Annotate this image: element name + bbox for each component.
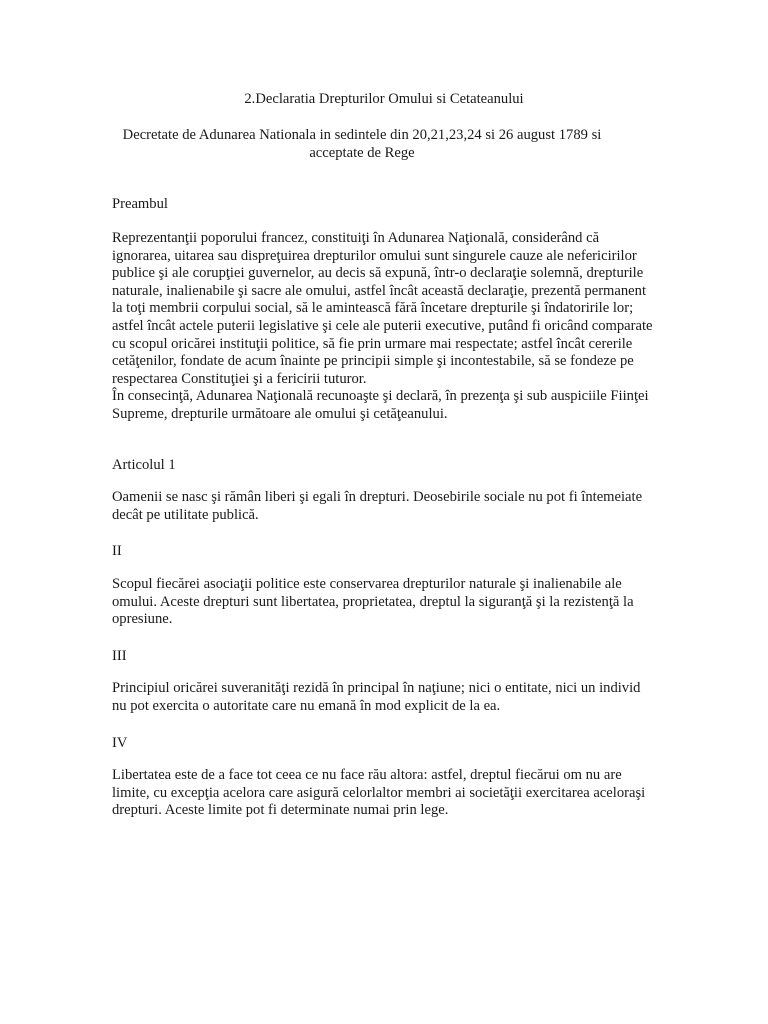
preamble-body — [112, 230, 657, 424]
document-title: 2.Declaratia Drepturilor Omului si Cetateanului — [244, 91, 524, 107]
preamble-paragraph-1: Reprezentanţii poporului francez, constituiţi în Adunarea Naţională, considerând că ignorarea, uitarea sau dispreţuirea drepturilor omului sunt singurele cauze ale nefericirilor publice şi ale corupţiei guvernelor, au decis să expună, într-o declaraţie solemnă, drepturile naturale, inalienabile şi sacre ale omului, astfel încât această declaraţie, prezentă permanent la toţi membrii corpului social, să le amintească fără încetare drepturile şi îndatoririle lor; astfel încât actele puterii legislative şi cele ale puterii executive, putând fi oricând comparate cu scopul oricărei instituţii politice, să fie prin urmare mai respectate; astfel încât cererile cetăţenilor, fondate de acum înainte pe principii simple şi incontestabile, să se fondeze pe respectarea Constituţiei şi a fericirii tuturor. — [112, 230, 653, 387]
article-4-heading: IV — [112, 735, 128, 751]
article-4-text: Libertatea este de a face tot ceea ce nu face rău altora: astfel, dreptul fiecărui om nu are limite, cu excepţia acelora care asigură celorlaltor membri ai societăţii exercitarea aceloraşi drepturi. Aceste limite pot fi determinate numai prin lege. — [112, 767, 646, 819]
article-2-heading: II — [112, 543, 122, 559]
preamble-heading: Preambul — [112, 196, 168, 212]
document-subtitle — [112, 126, 612, 162]
article-1-heading: Articolul 1 — [112, 457, 176, 473]
subtitle-line-2: acceptate de Rege — [309, 145, 415, 161]
article-3-text: Principiul oricărei suveranităţi rezidă în principal în naţiune; nici o entitate, nici un individ nu pot exercita o autoritate care nu emană în mod explicit de la ea. — [112, 680, 641, 714]
article-2-text: Scopul fiecărei asociaţii politice este conservarea drepturilor naturale şi inalienabile ale omului. Aceste drepturi sunt libertatea, proprietatea, dreptul la siguranţă şi la rezistenţă la opresiune. — [112, 576, 634, 628]
subtitle-line-1: Decretate de Adunarea Nationala in sedintele din 20,21,23,24 si 26 august 1789 si — [122, 127, 602, 143]
article-3-heading: III — [112, 648, 127, 664]
preamble-paragraph-2: În consecinţă, Adunarea Naţională recunoaşte şi declară, în prezenţa şi sub auspiciile Fiinţei Supreme, drepturile următoare ale omului şi cetăţeanului. — [112, 388, 649, 422]
article-1-text: Oamenii se nasc şi rămân liberi şi egali în drepturi. Deosebirile sociale nu pot fi întemeiate decât pe utilitate publică. — [112, 489, 643, 523]
